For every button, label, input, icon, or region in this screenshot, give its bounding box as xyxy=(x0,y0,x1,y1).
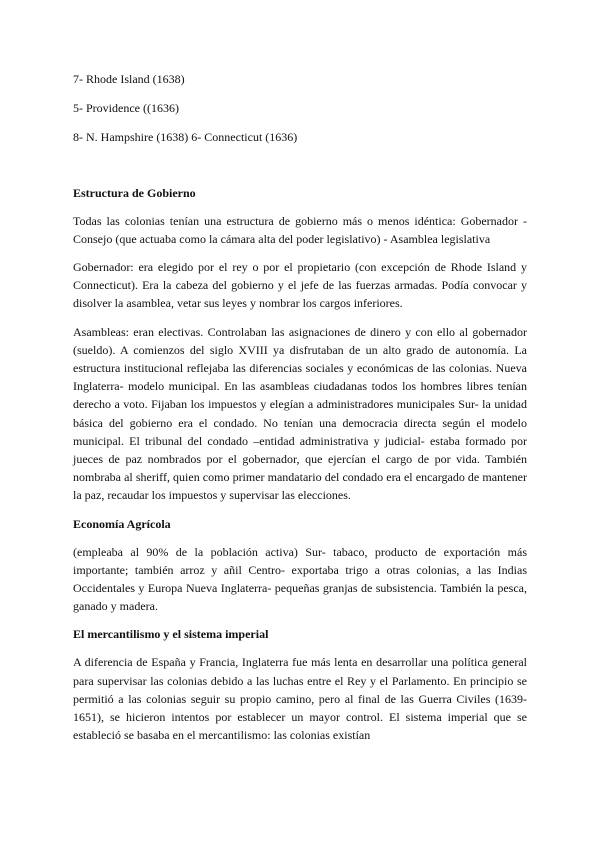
colony-line: 7- Rhode Island (1638) xyxy=(73,72,185,86)
paragraph: Asambleas: eran electivas. Controlaban las asignaciones de dinero y con ello al gobernador (sueldo). A comienzos del siglo XVIII ya disfrutaban de un alto grado de autonomía. La estructura institucional reflejaba las diferencias sociales y económicas de las colonias. Nueva Inglaterra- modelo municipal. En las asambleas ciudadanas todos los hombres libres tenían derecho a voto. Fijaban los impuestos y elegían a administradores municipales Sur- la unidad básica del gobierno era el condado. No tenían una democracia directa según el modelo municipal. El tribunal del condado –entidad administrativa y judicial- estaba formado por jueces de paz nombrados por el gobernador, que ejercían el cargo de por vida. También nombraba al sheriff, quien como primer mandatario del condado era el encargado de mantener la paz, recaudar los impuestos y supervisar las elecciones. xyxy=(73,324,527,503)
colony-line: 5- Providence ((1636) xyxy=(73,101,179,116)
section-heading-economia: Economía Agrícola xyxy=(73,516,171,531)
section-heading-mercantilismo: El mercantilismo y el sistema imperial xyxy=(73,627,269,642)
section-heading-gobierno: Estructura de Gobierno xyxy=(73,185,196,200)
paragraph: Gobernador: era elegido por el rey o por el propietario (con excepción de Rhode Island y Connecticut). Era la cabeza del gobierno y el jefe de las fuerzas armadas. Podía convocar y disolver la asamblea, vetar sus leyes y nombrar los cargos inferiores. xyxy=(73,260,527,311)
paragraph: Todas las colonias tenían una estructura de gobierno más o menos idéntica: Gobernador - Consejo (que actuaba como la cámara alta del poder legislativo) - Asamblea legislativa xyxy=(73,213,527,246)
paragraph: (empleaba al 90% de la población activa) Sur- tabaco, producto de exportación más importante; también arroz y añil Centro- exportaba trigo a otras colonias, a las Indias Occidentales y Europa Nueva Inglaterra- pequeñas granjas de subsistencia. También la pesca, ganado y madera. xyxy=(73,544,527,614)
paragraph: A diferencia de España y Francia, Inglaterra fue más lenta en desarrollar una política general para supervisar las colonias debido a las luchas entre el Rey y el Parlamento. En principio se permitió a las colonias seguir su propio camino, pero al final de las Guerra Civiles (1639-1651), se hicieron intentos por establecer un mayor control. El sistema imperial que se estableció se basaba en el mercantilismo: las colonias existían xyxy=(73,655,527,743)
document-body xyxy=(73,70,527,754)
colony-line: 8- N. Hampshire (1638) 6- Connecticut (1636) xyxy=(73,130,298,145)
